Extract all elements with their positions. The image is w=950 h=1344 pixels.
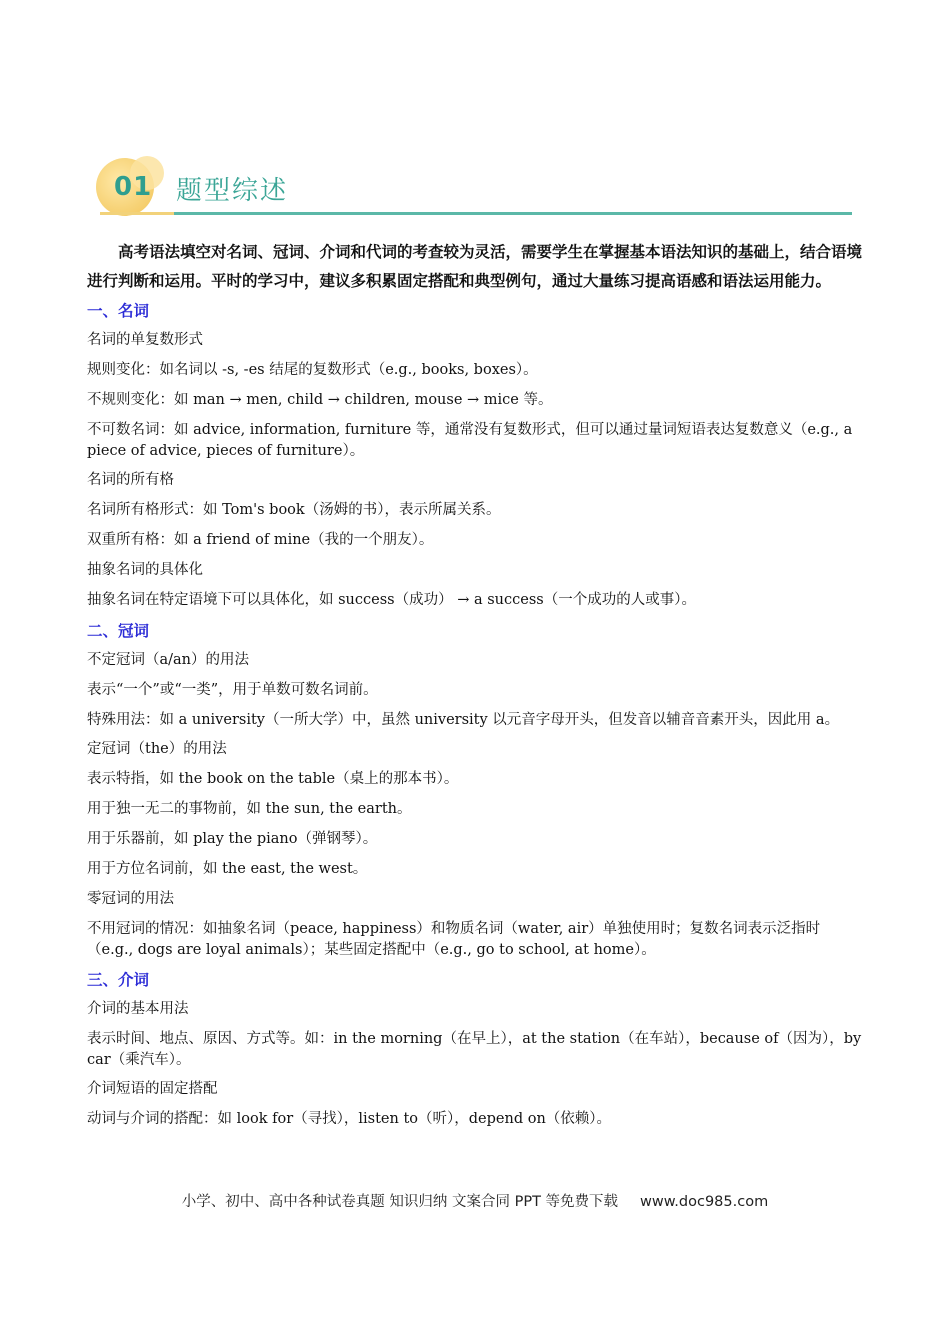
section-heading: 二、冠词 [87, 622, 150, 640]
section-number: 01 [114, 172, 153, 202]
text-line: 表示“一个”或“一类”，用于单数可数名词前。 [87, 682, 378, 698]
text-line: 不用冠词的情况：如抽象名词（peace, happiness）和物质名词（water, air）单独使用时；复数名词表示泛指时（e.g., dogs are loyal animals）；某些固定搭配中（e.g., go to school, at home）。 [87, 921, 821, 958]
section-prepositions [87, 969, 863, 1130]
text-line: 规则变化：如名词以 -s, -es 结尾的复数形式（e.g., books, boxes）。 [87, 362, 538, 378]
footer-url[interactable]: www.doc985.com [640, 1194, 769, 1210]
text-line: 零冠词的用法 [87, 891, 174, 907]
text-line: 用于乐器前，如 play the piano（弹钢琴）。 [87, 831, 378, 847]
section-banner [92, 156, 852, 218]
text-line: 介词的基本用法 [87, 1001, 189, 1017]
intro-paragraph: 高考语法填空对名词、冠词、介词和代词的考查较为灵活，需要学生在掌握基本语法知识的基础上，结合语境进行判断和运用。平时的学习中，建议多积累固定搭配和典型例句，通过大量练习提高语感和语法运用能力。 [87, 243, 863, 290]
text-line: 双重所有格：如 a friend of mine（我的一个朋友）。 [87, 532, 434, 548]
banner-underline-accent [100, 212, 174, 215]
text-line: 表示特指，如 the book on the table（桌上的那本书）。 [87, 771, 459, 787]
text-line: 动词与介词的搭配：如 look for（寻找），listen to（听），depend on（依赖）。 [87, 1111, 612, 1127]
text-line: 抽象名词在特定语境下可以具体化，如 success（成功） → a success（一个成功的人或事）。 [87, 592, 696, 608]
main-content [87, 238, 863, 1139]
text-line: 名词的单复数形式 [87, 332, 203, 348]
text-line: 特殊用法：如 a university（一所大学）中，虽然 university 以元音字母开头，但发音以辅音音素开头，因此用 a。 [87, 712, 840, 728]
text-line: 用于方位名词前，如 the east, the west。 [87, 861, 368, 877]
text-line: 定冠词（the）的用法 [87, 741, 227, 757]
text-line: 介词短语的固定搭配 [87, 1081, 218, 1097]
text-line: 不规则变化：如 man → men, child → children, mouse → mice 等。 [87, 392, 553, 408]
section-heading: 三、介词 [87, 971, 150, 989]
footer-text: 小学、初中、高中各种试卷真题 知识归纳 文案合同 PPT 等免费下载 [181, 1194, 619, 1210]
section-title: 题型综述 [176, 176, 289, 206]
text-line: 表示时间、地点、原因、方式等。如：in the morning（在早上），at the station（在车站），because of（因为），by car（乘汽车）。 [87, 1031, 862, 1068]
text-line: 名词所有格形式：如 Tom's book（汤姆的书），表示所属关系。 [87, 502, 501, 518]
text-line: 不定冠词（a/an）的用法 [87, 652, 250, 668]
text-line: 名词的所有格 [87, 472, 174, 488]
banner-underline [174, 212, 852, 215]
section-heading: 一、名词 [87, 302, 150, 320]
text-line: 用于独一无二的事物前，如 the sun, the earth。 [87, 801, 412, 817]
text-line: 抽象名词的具体化 [87, 562, 203, 578]
section-articles [87, 620, 863, 961]
text-line: 不可数名词：如 advice, information, furniture 等，通常没有复数形式，但可以通过量词短语表达复数意义（e.g., a piece of advice, pieces of furniture）。 [87, 422, 853, 459]
section-nouns [87, 300, 863, 611]
page-footer [0, 1190, 950, 1211]
